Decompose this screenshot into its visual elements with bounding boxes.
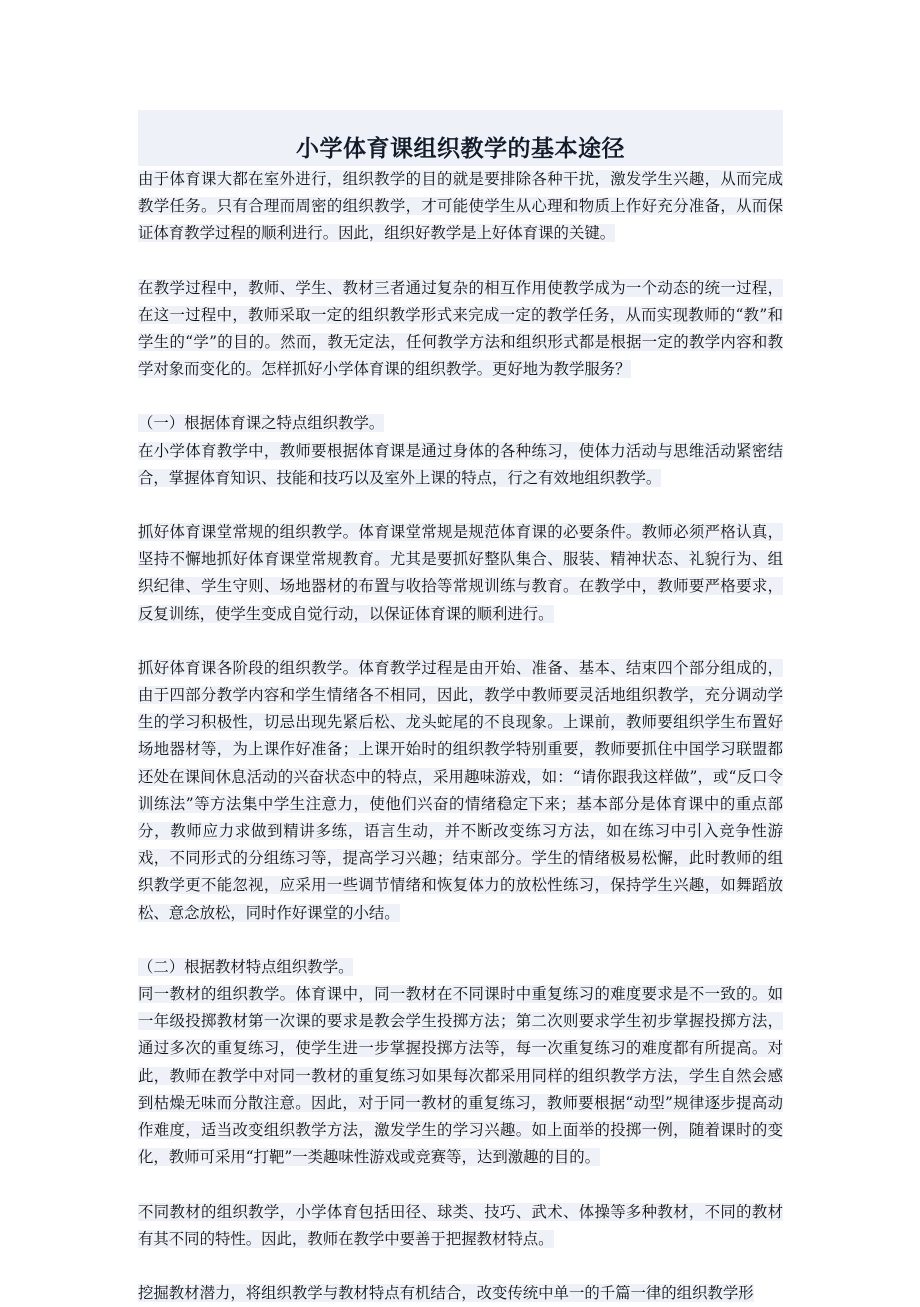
paragraph-section1-intro (138, 438, 783, 492)
section-heading-text: （二）根据教材特点组织教学。 (138, 957, 354, 976)
paragraph-gap (138, 927, 783, 954)
paragraph-intro (138, 166, 783, 248)
paragraph-gap (138, 1253, 783, 1280)
paragraph-text: 挖掘教材潜力，将组织教学与教材特点有机结合，改变传统中单一的千篇一律的组织教学形 (138, 1283, 754, 1302)
paragraph-text: 在小学体育教学中，教师要根据体育课是通过身体的各种练习，使体力活动与思维活动紧密结合，掌握体育知识、技能和技巧以及室外上课的特点，行之有效地组织教学。 (138, 441, 783, 487)
paragraph-text: 不同教材的组织教学，小学体育包括田径、球类、技巧、武术、体操等多种教材，不同的教材有其不同的特性。因此，教师在教学中要善于把握教材特点。 (138, 1202, 783, 1248)
paragraph-lesson-stages (138, 655, 783, 927)
paragraph-process (138, 275, 783, 384)
section-heading-2 (138, 954, 783, 981)
paragraph-gap (138, 492, 783, 519)
paragraph-text: 抓好体育课堂常规的组织教学。体育课堂常规是规范体育课的必要条件。教师必须严格认真，坚持不懈地抓好体育课堂常规教育。尤其是要抓好整队集合、服装、精神状态、礼貌行为、组织纪律、学生守则、场地器材的布置与收拾等常规训练与教育。在教学中，教师要严格要求，反复训练，使学生变成自觉行动，以保证体育课的顺利进行。 (138, 523, 783, 623)
paragraph-gap (138, 383, 783, 410)
section-heading-text: （一）根据体育课之特点组织教学。 (138, 414, 385, 433)
document-page (138, 110, 783, 1307)
paragraph-classroom-routine (138, 519, 783, 628)
paragraph-text: 抓好体育课各阶段的组织教学。体育教学过程是由开始、准备、基本、结束四个部分组成的，由于四部分教学内容和学生情绪各不相同，因此，教学中教师要灵活地组织教学，充分调动学生的学习积极性，切忌出现先紧后松、龙头蛇尾的不良现象。上课前，教师要组织学生布置好场地器材等，为上课作好准备；上课开始时的组织教学特别重要，教师要抓住中国学习联盟都还处在课间休息活动的兴奋状态中的特点，采用趣味游戏，如：“请你跟我这样做”，或“反口令训练法”等方法集中学生注意力，使他们兴奋的情绪稳定下来；基本部分是体育课中的重点部分，教师应力求做到精讲多练，语言生动，并不断改变练习方法，如在练习中引入竞争性游戏，不同形式的分组练习等，提高学习兴趣；结束部分。学生的情绪极易松懈，此时教师的组织教学更不能忽视，应采用一些调节情绪和恢复体力的放松性练习，保持学生兴趣，如舞蹈放松、意念放松，同时作好课堂的小结。 (138, 658, 783, 922)
paragraph-gap (138, 1172, 783, 1199)
paragraph-different-material (138, 1199, 783, 1253)
paragraph-gap (138, 628, 783, 655)
paragraph-same-material (138, 981, 783, 1171)
paragraph-text: 在教学过程中，教师、学生、教材三者通过复杂的相互作用使教学成为一个动态的统一过程，在这一过程中，教师采取一定的组织教学形式来完成一定的教学任务，从而实现教师的“教”和学生的“学”的目的。然而，教无定法，任何教学方法和组织形式都是根据一定的教学内容和教学对象而变化的。怎样抓好小学体育课的组织教学。更好地为教学服务？ (138, 278, 783, 379)
paragraph-text: 由于体育课大都在室外进行，组织教学的目的就是要排除各种干扰，激发学生兴趣，从而完成教学任务。只有合理而周密的组织教学，才可能使学生从心理和物质上作好充分准备，从而保证体育教学过程的顺利进行。因此，组织好教学是上好体育课的关键。 (138, 170, 783, 243)
paragraph-text: 同一教材的组织教学。体育课中，同一教材在不同课时中重复练习的难度要求是不一致的。如一年级投掷教材第一次课的要求是教会学生投掷方法；第二次则要求学生初步掌握投掷方法，通过多次的重复练习，使学生进一步掌握投掷方法等，每一次重复练习的难度都有所提高。对此，教师在教学中对同一教材的重复练习如果每次都采用同样的组织教学方法，学生自然会感到枯燥无味而分散注意。因此，对于同一教材的重复练习，教师要根据“动型”规律逐步提高动作难度，适当改变组织教学方法，激发学生的学习兴趣。如上面举的投掷一例，随着课时的变化，教师可采用“打靶”一类趣味性游戏或竞赛等，达到激趣的目的。 (138, 985, 783, 1167)
paragraph-material-potential (138, 1280, 783, 1307)
section-heading-1 (138, 410, 783, 437)
document-title: 小学体育课组织教学的基本途径 (138, 110, 783, 166)
paragraph-gap (138, 248, 783, 275)
